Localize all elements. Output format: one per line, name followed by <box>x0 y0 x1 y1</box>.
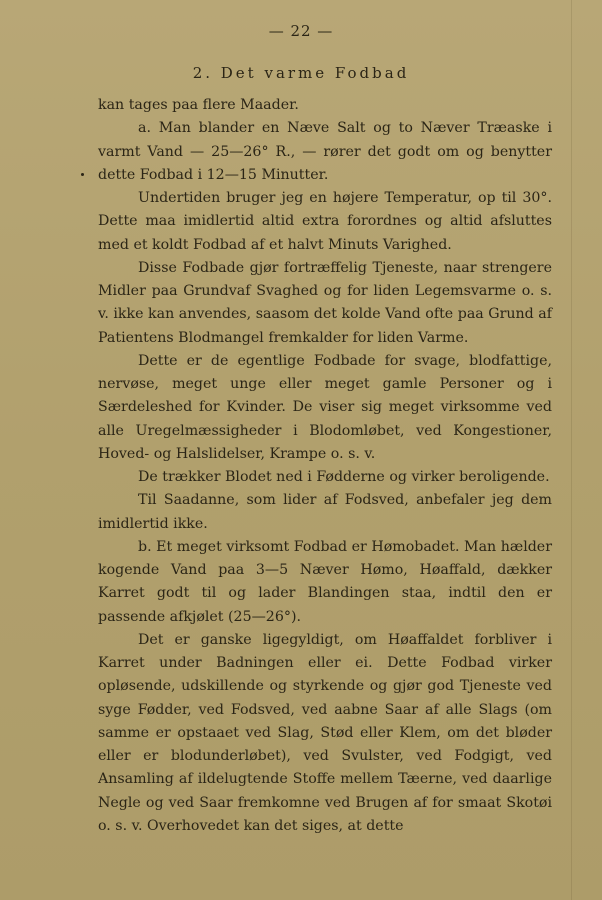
paragraph-6: De trækker Blodet ned i Fødderne og virker beroligende. <box>138 469 550 485</box>
section-heading: 2. Det varme Fodbad <box>192 64 410 82</box>
paragraph-5: Dette er de egentlige Fodbade for svage, blodfattige, nervøse, meget unge eller meget gamle Personer og i Særdeleshed for Kvinder. De viser sig meget virksomme ved alle Uregelmæssigheder i Blodomløbet, ved Kongestioner, Hoved- og Halslidelser, Krampe o. s. v. <box>98 352 552 462</box>
paragraph-9: Det er ganske ligegyldigt, om Høaffaldet forbliver i Karret under Badningen eller ei. Dette Fodbad virker opløsende, udskillende og styrkende og gjør god Tjeneste ved syge Fødder, ved Fodsved, ved aabne Saar af alle Slags (om samme er opstaaet ved Slag, Stød eller Klem, om det bløder eller er blodunderløbet), ved Svulster, ved Fodgigt, ved Ansamling af ildelugtende Stoffe mellem Tæerne, ved daarlige Negle og ved Saar fremkomne ved Brugen af for smaat Skotøi o. s. v. Overhovedet kan det siges, at dette <box>98 631 552 834</box>
paragraph-2: a. Man blander en Næve Salt og to Næver Træaske i varmt Vand — 25—26° R., — rører det godt om og benytter dette Fodbad i 12—15 Minutter. <box>98 120 552 183</box>
paragraph-7: Til Saadanne, som lider af Fodsved, anbefaler jeg dem imidlertid ikke. <box>98 492 552 532</box>
paragraph-1: kan tages paa flere Maader. <box>98 97 299 113</box>
paragraph-3: Undertiden bruger jeg en højere Temperatur, op til 30°. Dette maa imidlertid altid extra forordnes og altid afsluttes med et koldt Fodbad af et halvt Minuts Varighed. <box>98 190 552 253</box>
paragraph-8: b. Et meget virksomt Fodbad er Hømobadet. Man hælder kogende Vand paa 3—5 Næver Hømo, Høaffald, dækker Karret godt til og lader Blandingen staa, indtil den er passende afkjølet (25—26°). <box>98 538 552 625</box>
body-text <box>98 94 552 838</box>
page-fold <box>571 0 572 900</box>
paragraph-4: Disse Fodbade gjør fortræffelig Tjeneste, naar strengere Midler paa Grundvaf Svaghed og for liden Legemsvarme o. s. v. ikke kan anvendes, saasom det kolde Vand ofte paa Grund af Patientens Blodmangel fremkalder for liden Varme. <box>98 259 552 346</box>
margin-mark <box>81 173 84 176</box>
page-number: — 22 — <box>268 22 334 40</box>
